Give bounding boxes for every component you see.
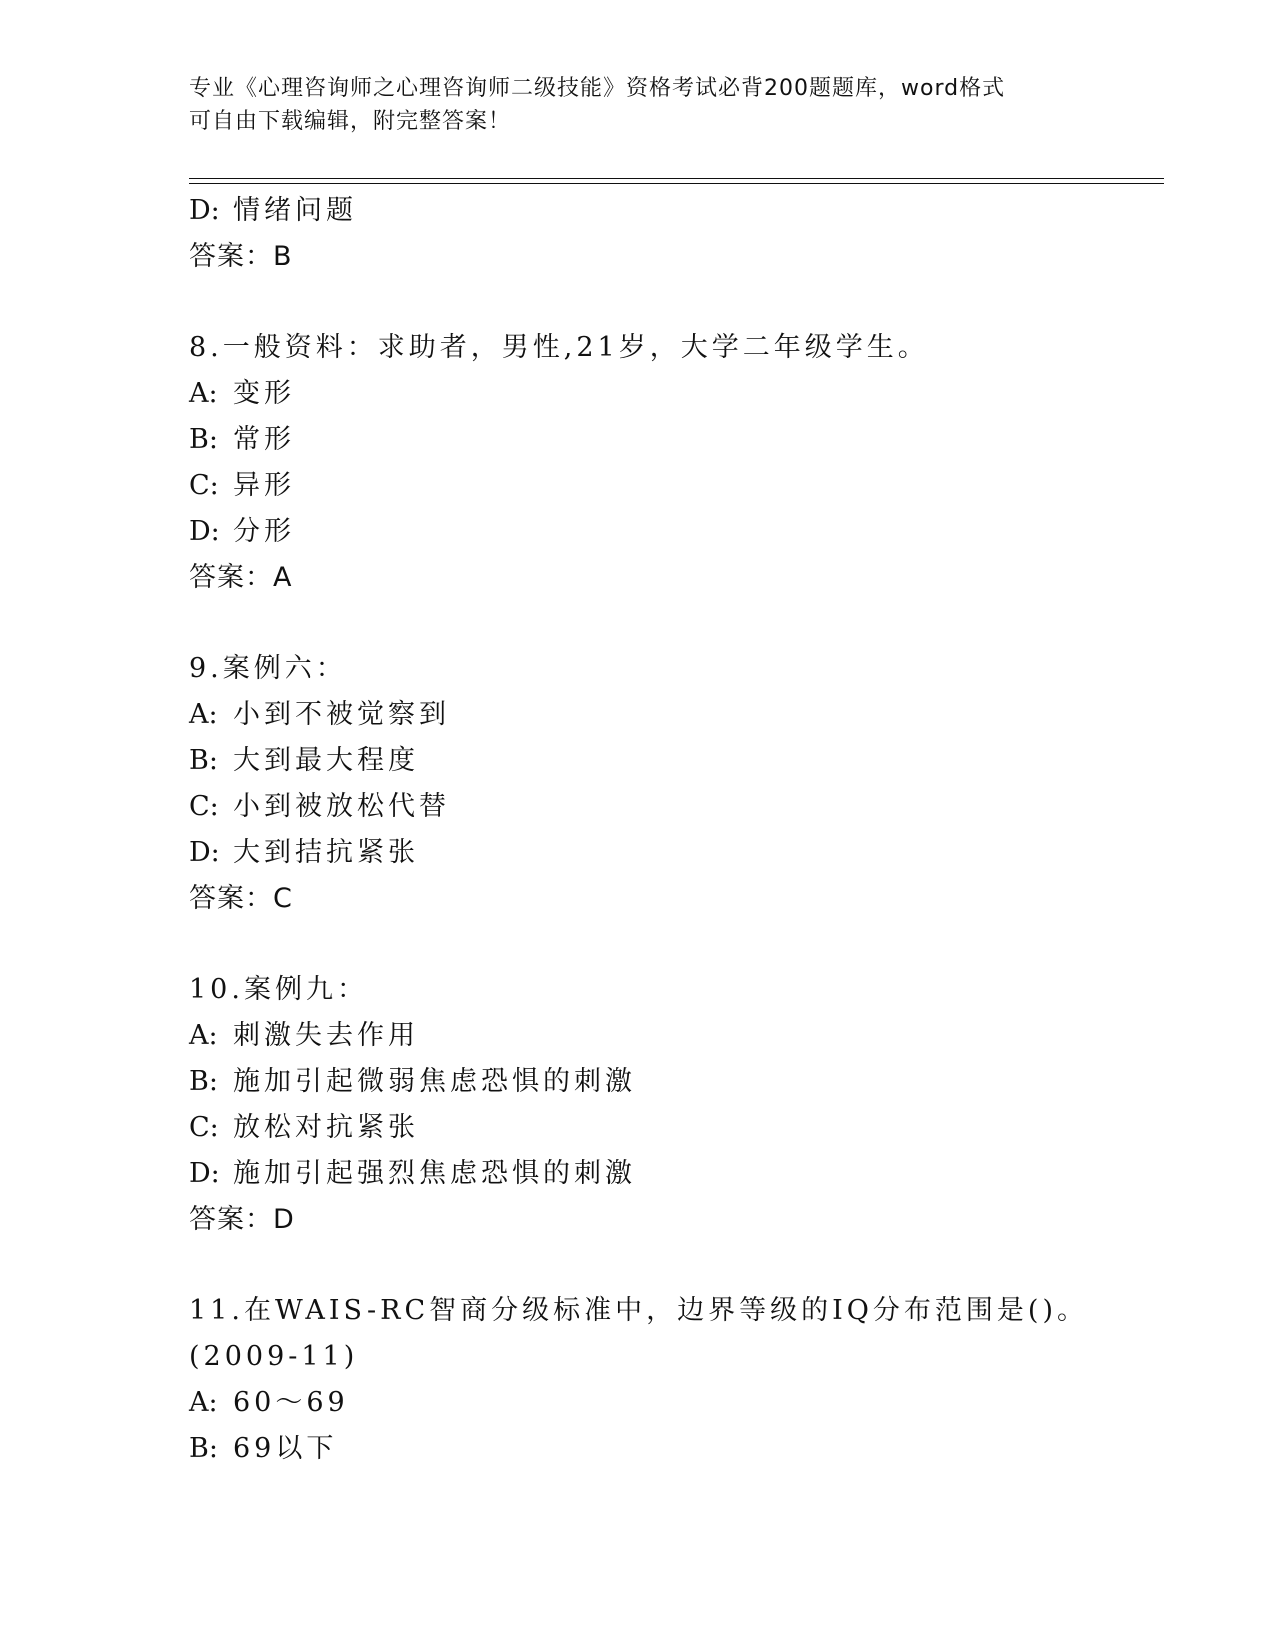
option-a (189, 1013, 1169, 1059)
option-b (189, 417, 1169, 463)
option-c (189, 784, 1169, 830)
question-11 (189, 1288, 1169, 1472)
option-label: A: (189, 1387, 218, 1418)
answer-line: 答案：A (189, 562, 293, 593)
option-d (189, 1151, 1169, 1197)
question-10 (189, 967, 1169, 1243)
option-label: B: (189, 745, 218, 776)
option-text: 小到被放松代替 (233, 791, 450, 822)
option-label: C: (189, 470, 219, 501)
answer-line: 答案：D (189, 1204, 295, 1235)
question-9 (189, 646, 1169, 922)
question-8 (189, 325, 1169, 601)
option-label: A: (189, 378, 218, 409)
option-label: B: (189, 1066, 218, 1097)
option-text: 施加引起微弱焦虑恐惧的刺激 (233, 1066, 636, 1097)
option-d (189, 509, 1169, 555)
option-text: 大到最大程度 (233, 745, 419, 776)
option-a (189, 371, 1169, 417)
option-label: A: (189, 699, 218, 730)
question-stem: 8.一般资料：求助者，男性,21岁，大学二年级学生。 (189, 332, 929, 363)
option-label: B: (189, 1433, 218, 1464)
question-list (189, 188, 1169, 1472)
option-text: 异形 (233, 470, 295, 501)
option-text: 施加引起强烈焦虑恐惧的刺激 (233, 1158, 636, 1189)
option-c (189, 1105, 1169, 1151)
option-a (189, 1380, 1169, 1426)
option-label: D: (189, 516, 220, 547)
header-divider-top (189, 178, 1164, 179)
option-b (189, 1426, 1169, 1472)
question-stem-continued: (2009-11) (189, 1341, 359, 1372)
question-stem: 11.在WAIS-RC智商分级标准中，边界等级的IQ分布范围是()。 (189, 1295, 1088, 1326)
answer-line: 答案：C (189, 883, 293, 914)
option-d (189, 830, 1169, 876)
option-label: A: (189, 1020, 218, 1051)
option-text: 60～69 (233, 1387, 349, 1418)
option-label: B: (189, 424, 218, 455)
option-text: 情绪问题 (233, 195, 357, 226)
option-label: D: (189, 837, 220, 868)
question-stem: 10.案例九： (189, 974, 368, 1005)
header-divider-bottom (189, 183, 1164, 184)
option-text: 大到拮抗紧张 (233, 837, 419, 868)
option-label: C: (189, 1112, 219, 1143)
option-label: D: (189, 195, 220, 226)
option-text: 常形 (233, 424, 295, 455)
option-label: D: (189, 1158, 220, 1189)
answer-line: 答案：B (189, 241, 293, 272)
option-d (189, 188, 1169, 234)
option-text: 刺激失去作用 (233, 1020, 419, 1051)
option-text: 69以下 (233, 1433, 338, 1464)
option-c (189, 463, 1169, 509)
option-label: C: (189, 791, 219, 822)
option-text: 放松对抗紧张 (233, 1112, 419, 1143)
option-b (189, 1059, 1169, 1105)
header-line-1: 专业《心理咨询师之心理咨询师二级技能》资格考试必背200题题库，word格式 (189, 76, 1006, 101)
option-text: 分形 (233, 516, 295, 547)
option-a (189, 692, 1169, 738)
question-7-tail (189, 188, 1169, 280)
question-stem: 9.案例六： (189, 653, 347, 684)
option-text: 小到不被觉察到 (233, 699, 450, 730)
document-header (189, 72, 1089, 138)
option-b (189, 738, 1169, 784)
option-text: 变形 (233, 378, 295, 409)
header-line-2: 可自由下载编辑，附完整答案！ (189, 109, 512, 134)
